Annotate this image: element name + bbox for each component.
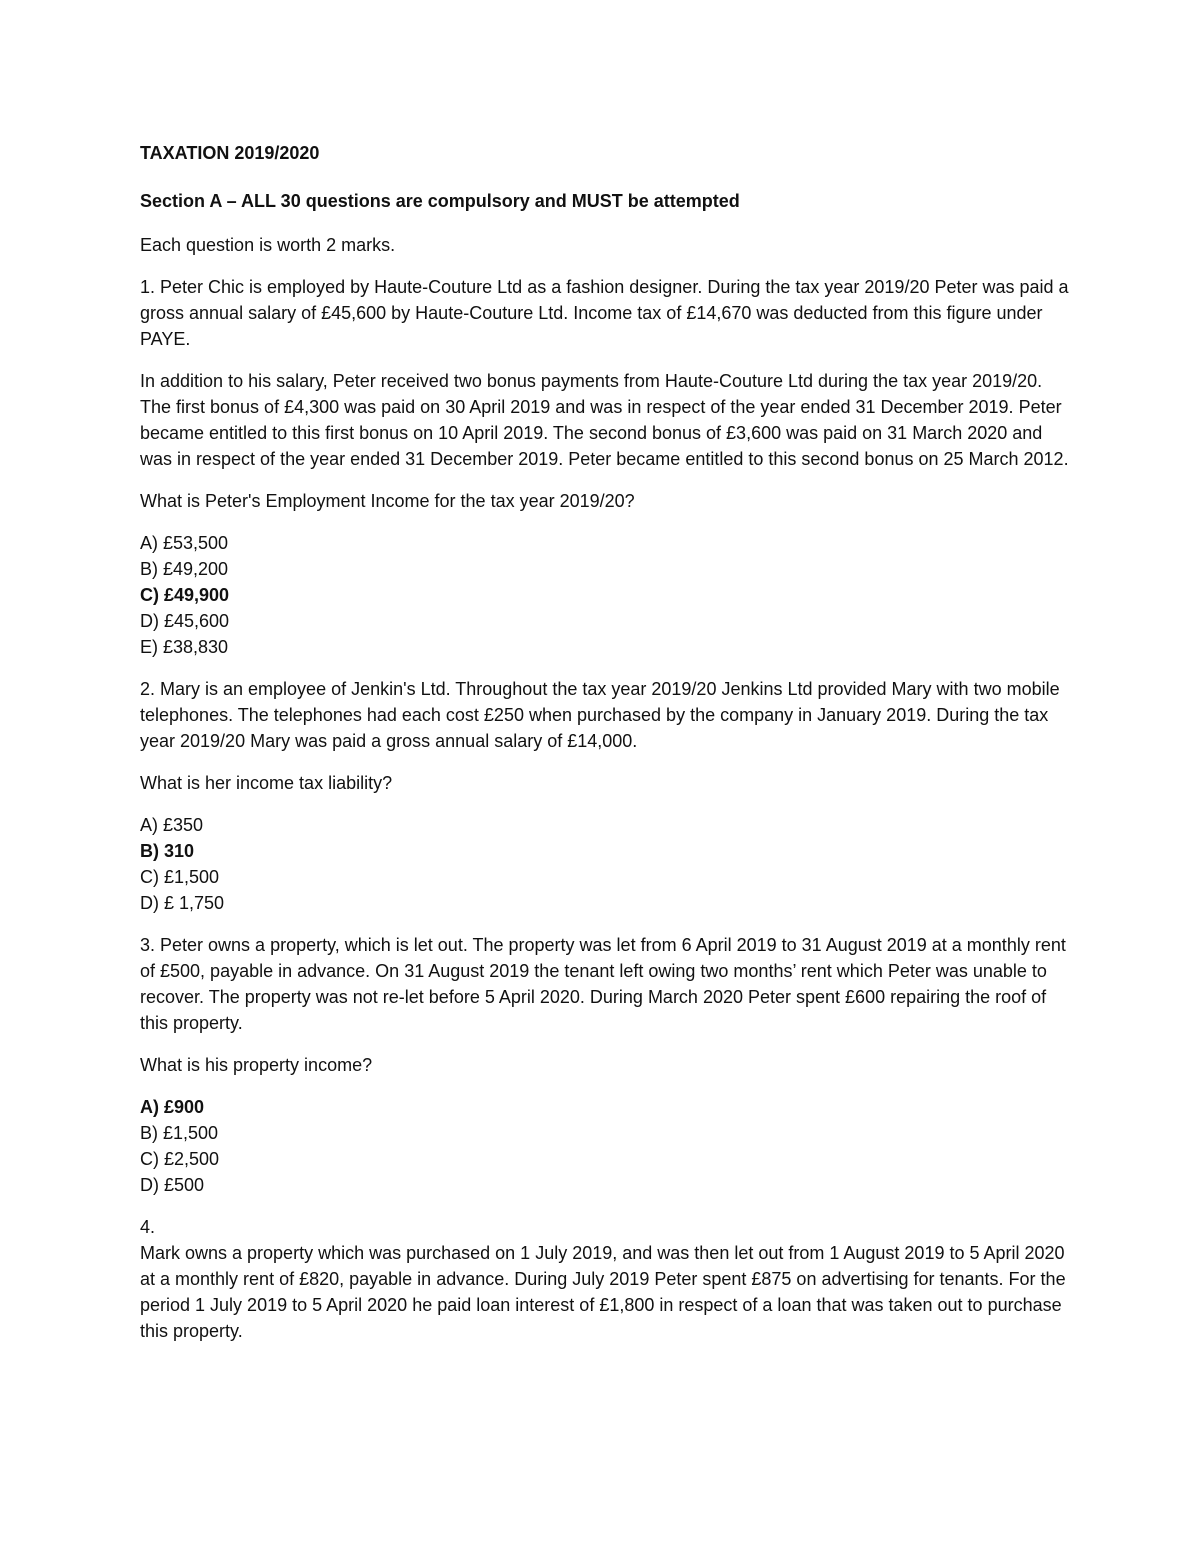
question-4 — [140, 1214, 1070, 1344]
question-3-options — [140, 1094, 1070, 1198]
question-1-paragraph-2: In addition to his salary, Peter received two bonus payments from Haute-Couture Ltd during the tax year 2019/20. The first bonus of £4,300 was paid on 30 April 2019 and was in respect of the year ended 31 December 2019. Peter became entitled to this first bonus on 10 April 2019. The second bonus of £3,600 was paid on 31 March 2020 and was in respect of the year ended 31 December 2019. Peter became entitled to this second bonus on 25 March 2012. — [140, 371, 1069, 469]
question-3-stem: What is his property income? — [140, 1055, 373, 1075]
question-2-paragraph-1: 2. Mary is an employee of Jenkin's Ltd. Throughout the tax year 2019/20 Jenkins Ltd provided Mary with two mobile telephones. The telephones had each cost £250 when purchased by the company in January 2019. During the tax year 2019/20 Mary was paid a gross annual salary of £14,000. — [140, 679, 1060, 751]
question-4-number: 4. — [140, 1217, 156, 1237]
question-4-paragraph-1: Mark owns a property which was purchased on 1 July 2019, and was then let out from 1 August 2019 to 5 April 2020 at a monthly rent of £820, payable in advance. During July 2019 Peter spent £875 on advertising for tenants. For the period 1 July 2019 to 5 April 2020 he paid loan interest of £1,800 in respect of a loan that was taken out to purchase this property. — [140, 1243, 1066, 1341]
document-title: TAXATION 2019/2020 — [140, 143, 320, 163]
question-2-option-a: A) £350 — [140, 815, 204, 835]
question-1-option-d: D) £45,600 — [140, 611, 230, 631]
question-2-option-c: C) £1,500 — [140, 867, 220, 887]
question-3-option-d: D) £500 — [140, 1175, 205, 1195]
question-3 — [140, 932, 1070, 1198]
question-3-option-b: B) £1,500 — [140, 1123, 219, 1143]
question-3-option-a: A) £900 — [140, 1097, 205, 1117]
question-2-options — [140, 812, 1070, 916]
question-2-option-d: D) £ 1,750 — [140, 893, 225, 913]
question-3-option-c: C) £2,500 — [140, 1149, 220, 1169]
question-1-option-a: A) £53,500 — [140, 533, 229, 553]
question-2-option-b: B) 310 — [140, 841, 195, 861]
question-1-stem: What is Peter's Employment Income for the tax year 2019/20? — [140, 491, 635, 511]
question-1-option-c: C) £49,900 — [140, 585, 230, 605]
question-3-paragraph-1: 3. Peter owns a property, which is let out. The property was let from 6 April 2019 to 31 August 2019 at a monthly rent of £500, payable in advance. On 31 August 2019 the tenant left owing two months’ rent which Peter was unable to recover. The property was not re-let before 5 April 2020. During March 2020 Peter spent £600 repairing the roof of this property. — [140, 935, 1066, 1033]
question-1-option-b: B) £49,200 — [140, 559, 229, 579]
question-1 — [140, 274, 1070, 660]
question-1-option-e: E) £38,830 — [140, 637, 229, 657]
marks-note: Each question is worth 2 marks. — [140, 235, 396, 255]
question-2 — [140, 676, 1070, 916]
question-1-paragraph-1: 1. Peter Chic is employed by Haute-Couture Ltd as a fashion designer. During the tax year 2019/20 Peter was paid a gross annual salary of £45,600 by Haute-Couture Ltd. Income tax of £14,670 was deducted from this figure under PAYE. — [140, 277, 1069, 349]
question-2-stem: What is her income tax liability? — [140, 773, 393, 793]
document-content — [140, 140, 1070, 1360]
question-1-options — [140, 530, 1070, 660]
section-heading: Section A – ALL 30 questions are compulsory and MUST be attempted — [140, 191, 740, 211]
